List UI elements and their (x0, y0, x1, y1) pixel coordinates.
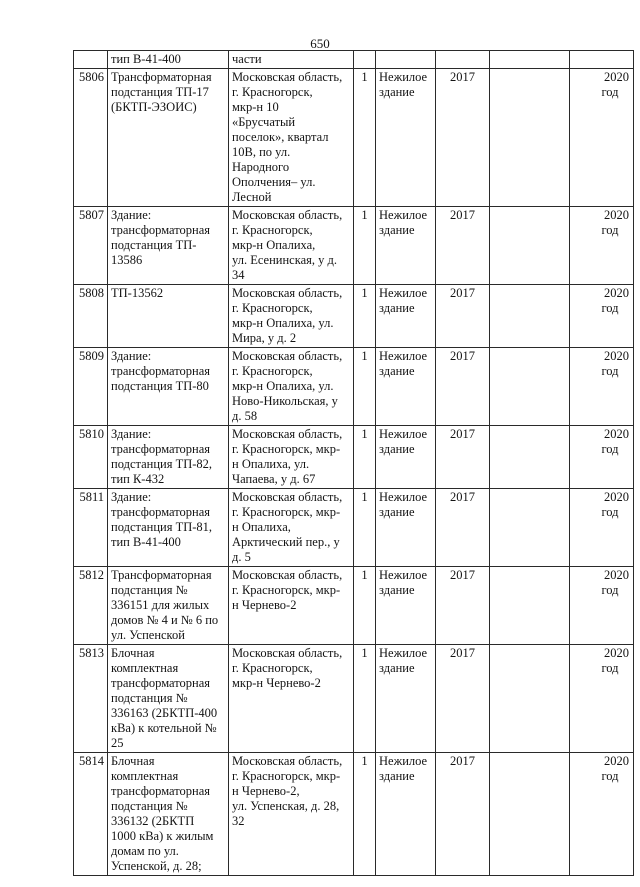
table-row (74, 645, 634, 753)
property-table (73, 50, 634, 876)
end-year-suffix: год (601, 364, 619, 378)
cell-empty (490, 69, 570, 207)
cell-end (570, 285, 634, 348)
cell-end (570, 753, 634, 876)
cell-type: Нежилое здание (376, 645, 436, 753)
cell-type (376, 51, 436, 69)
cell-qty (354, 51, 376, 69)
cell-year: 2017 (436, 285, 490, 348)
table-row (74, 489, 634, 567)
table-body (74, 51, 634, 876)
cell-end (570, 489, 634, 567)
cell-num: 5813 (74, 645, 108, 753)
cell-qty: 1 (354, 567, 376, 645)
cell-empty (490, 489, 570, 567)
cell-year: 2017 (436, 69, 490, 207)
end-year-suffix: год (601, 301, 619, 315)
cell-qty: 1 (354, 285, 376, 348)
cell-qty: 1 (354, 348, 376, 426)
cell-end (570, 426, 634, 489)
cell-empty (490, 348, 570, 426)
cell-year: 2017 (436, 489, 490, 567)
cell-type: Нежилое здание (376, 69, 436, 207)
end-year-suffix: год (601, 583, 619, 597)
cell-year: 2017 (436, 753, 490, 876)
cell-name: Здание: трансформаторная подстанция ТП-82, тип К-432 (108, 426, 229, 489)
cell-address: Московская область, г. Красногорск, мкр- н Опалиха, Арктический пер., у д. 5 (229, 489, 354, 567)
cell-empty (490, 567, 570, 645)
cell-year: 2017 (436, 645, 490, 753)
cell-name: Трансформаторная подстанция № 336151 для жилых домов № 4 и № 6 по ул. Успенской (108, 567, 229, 645)
cell-address: Московская область, г. Красногорск, мкр-н Опалиха, ул. Ново-Никольская, у д. 58 (229, 348, 354, 426)
cell-address: Московская область, г. Красногорск, мкр-н Опалиха, ул. Есенинская, у д. 34 (229, 207, 354, 285)
cell-name: ТП-13562 (108, 285, 229, 348)
cell-num: 5812 (74, 567, 108, 645)
cell-address: Московская область, г. Красногорск, мкр-н Чернево-2 (229, 645, 354, 753)
cell-type: Нежилое здание (376, 348, 436, 426)
cell-type: Нежилое здание (376, 489, 436, 567)
cell-year: 2017 (436, 426, 490, 489)
cell-end (570, 645, 634, 753)
cell-year: 2017 (436, 348, 490, 426)
cell-empty (490, 426, 570, 489)
end-year: 2020 (604, 568, 629, 582)
cell-address: Московская область, г. Красногорск, мкр- н Чернево-2 (229, 567, 354, 645)
cell-name: Здание: трансформаторная подстанция ТП-80 (108, 348, 229, 426)
end-year: 2020 (604, 490, 629, 504)
cell-end (570, 69, 634, 207)
continuation-row (74, 51, 634, 69)
cell-type: Нежилое здание (376, 285, 436, 348)
cell-address: Московская область, г. Красногорск, мкр-н 10 «Брусчатый поселок», квартал 10В, по ул. Народного Ополчения– ул. Лесной (229, 69, 354, 207)
end-year: 2020 (604, 427, 629, 441)
table-row (74, 348, 634, 426)
cell-name: Трансформаторная подстанция ТП-17 (БКТП-ЭЗОИС) (108, 69, 229, 207)
table-row (74, 753, 634, 876)
cell-year: 2017 (436, 567, 490, 645)
cell-year: 2017 (436, 207, 490, 285)
cell-empty (490, 753, 570, 876)
cell-num: 5809 (74, 348, 108, 426)
table-row (74, 207, 634, 285)
cell-num (74, 51, 108, 69)
cell-end (570, 348, 634, 426)
end-year-suffix: год (601, 769, 619, 783)
cell-address: Московская область, г. Красногорск, мкр-н Опалиха, ул. Мира, у д. 2 (229, 285, 354, 348)
cell-address: Московская область, г. Красногорск, мкр- н Опалиха, ул. Чапаева, у д. 67 (229, 426, 354, 489)
page-number: 650 (310, 36, 330, 51)
cell-num: 5811 (74, 489, 108, 567)
end-year: 2020 (604, 646, 629, 660)
cell-year (436, 51, 490, 69)
cell-type: Нежилое здание (376, 426, 436, 489)
cell-num: 5806 (74, 69, 108, 207)
cell-type: Нежилое здание (376, 567, 436, 645)
cell-end (570, 567, 634, 645)
cell-end (570, 51, 634, 69)
cell-qty: 1 (354, 426, 376, 489)
cell-name: тип В-41-400 (108, 51, 229, 69)
end-year-suffix: год (601, 85, 619, 99)
end-year: 2020 (604, 70, 629, 84)
cell-qty: 1 (354, 489, 376, 567)
cell-num: 5814 (74, 753, 108, 876)
end-year: 2020 (604, 754, 629, 768)
cell-address: Московская область, г. Красногорск, мкр- н Чернево-2, ул. Успенская, д. 28, 32 (229, 753, 354, 876)
end-year: 2020 (604, 349, 629, 363)
cell-end (570, 207, 634, 285)
cell-empty (490, 645, 570, 753)
cell-qty: 1 (354, 753, 376, 876)
end-year-suffix: год (601, 442, 619, 456)
cell-num: 5810 (74, 426, 108, 489)
cell-num: 5807 (74, 207, 108, 285)
table-row (74, 426, 634, 489)
end-year-suffix: год (601, 505, 619, 519)
cell-qty: 1 (354, 69, 376, 207)
cell-name: Блочная комплектная трансформаторная подстанция № 336163 (2БКТП-400 кВа) к котельной № 25 (108, 645, 229, 753)
cell-qty: 1 (354, 207, 376, 285)
cell-name: Здание: трансформаторная подстанция ТП- 13586 (108, 207, 229, 285)
cell-qty: 1 (354, 645, 376, 753)
end-year-suffix: год (601, 661, 619, 675)
table-row (74, 567, 634, 645)
table-row (74, 285, 634, 348)
table-row (74, 69, 634, 207)
cell-empty (490, 51, 570, 69)
cell-type: Нежилое здание (376, 753, 436, 876)
cell-name: Блочная комплектная трансформаторная подстанция № 336132 (2БКТП 1000 кВа) к жилым домам по ул. Успенской, д. 28; (108, 753, 229, 876)
end-year: 2020 (604, 208, 629, 222)
cell-empty (490, 207, 570, 285)
end-year: 2020 (604, 286, 629, 300)
cell-empty (490, 285, 570, 348)
cell-name: Здание: трансформаторная подстанция ТП-81, тип В-41-400 (108, 489, 229, 567)
cell-num: 5808 (74, 285, 108, 348)
cell-type: Нежилое здание (376, 207, 436, 285)
cell-address: части (229, 51, 354, 69)
end-year-suffix: год (601, 223, 619, 237)
